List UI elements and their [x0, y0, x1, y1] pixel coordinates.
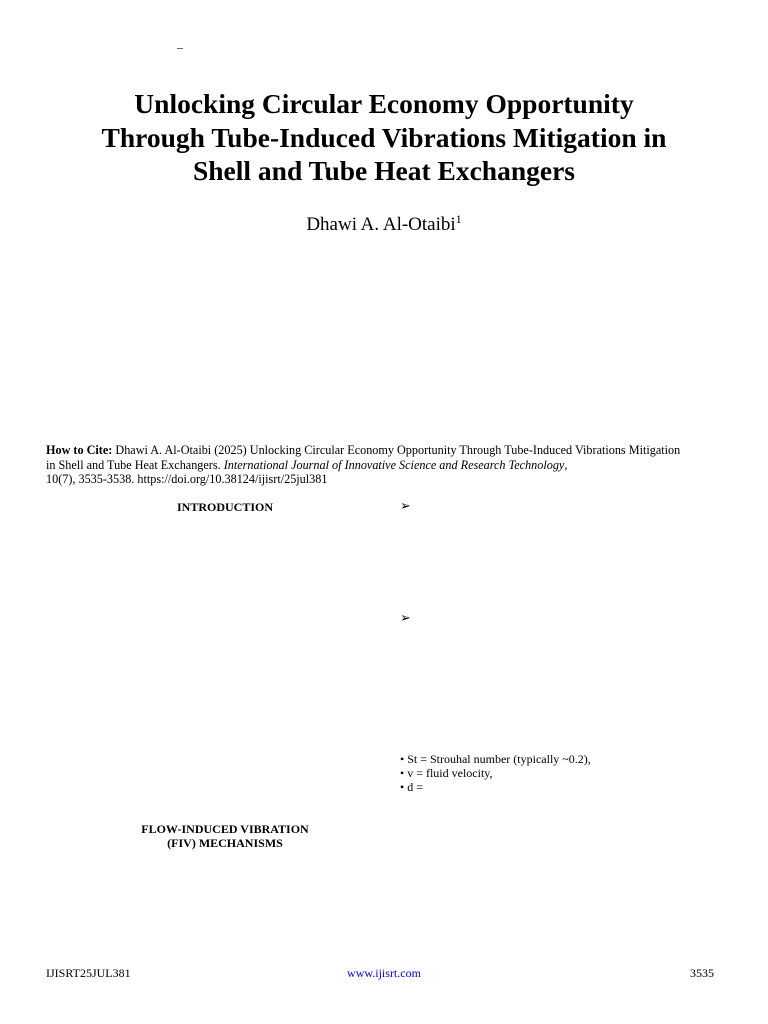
fiv-heading-line-2: (FIV) MECHANISMS: [167, 836, 283, 850]
list-item: • d =: [400, 780, 423, 794]
paper-title: [40, 87, 728, 188]
citation-block: [46, 443, 726, 487]
citation-line-1: [46, 443, 726, 458]
citation-line-2: [46, 458, 726, 473]
introduction-heading: INTRODUCTION: [176, 500, 273, 514]
citation-line-3: 10(7), 3535-3538. https://doi.org/10.38124/ijisrt/25jul381: [46, 472, 328, 486]
citation-text-2: in Shell and Tube Heat Exchangers.: [46, 457, 224, 472]
fiv-heading-line-1: FLOW-INDUCED VIBRATION: [141, 822, 309, 836]
citation-comma: ,: [564, 457, 568, 472]
footer-website-link[interactable]: www.ijisrt.com: [347, 966, 421, 980]
title-line-2: Through Tube-Induced Vibrations Mitigation in: [101, 121, 667, 153]
list-item: • v = fluid velocity,: [400, 766, 493, 780]
journal-name: International Journal of Innovative Science and Research Technology: [223, 457, 565, 472]
arrow-bullet-icon: ➢: [400, 610, 411, 625]
header-dash: –: [177, 40, 183, 54]
title-line-1: Unlocking Circular Economy Opportunity: [134, 88, 634, 119]
fiv-mechanisms-heading: [105, 822, 345, 850]
arrow-bullet-icon: ➢: [400, 498, 411, 513]
citation-label: How to Cite:: [46, 443, 113, 457]
affiliation-mark: 1: [455, 212, 462, 226]
citation-text-1: Dhawi A. Al-Otaibi (2025) Unlocking Circular Economy Opportunity Through Tube-Induced Vibrations Mitigation: [115, 443, 681, 457]
footer-paper-id: IJISRT25JUL381: [46, 966, 131, 980]
footer-page-number: 3535: [690, 966, 714, 980]
variable-definitions: [400, 752, 591, 794]
title-line-3: Shell and Tube Heat Exchangers: [192, 155, 576, 186]
list-item: • St = Strouhal number (typically ~0.2),: [400, 752, 591, 766]
author-line: [0, 212, 768, 236]
author-name: Dhawi A. Al-Otaibi: [306, 214, 456, 235]
